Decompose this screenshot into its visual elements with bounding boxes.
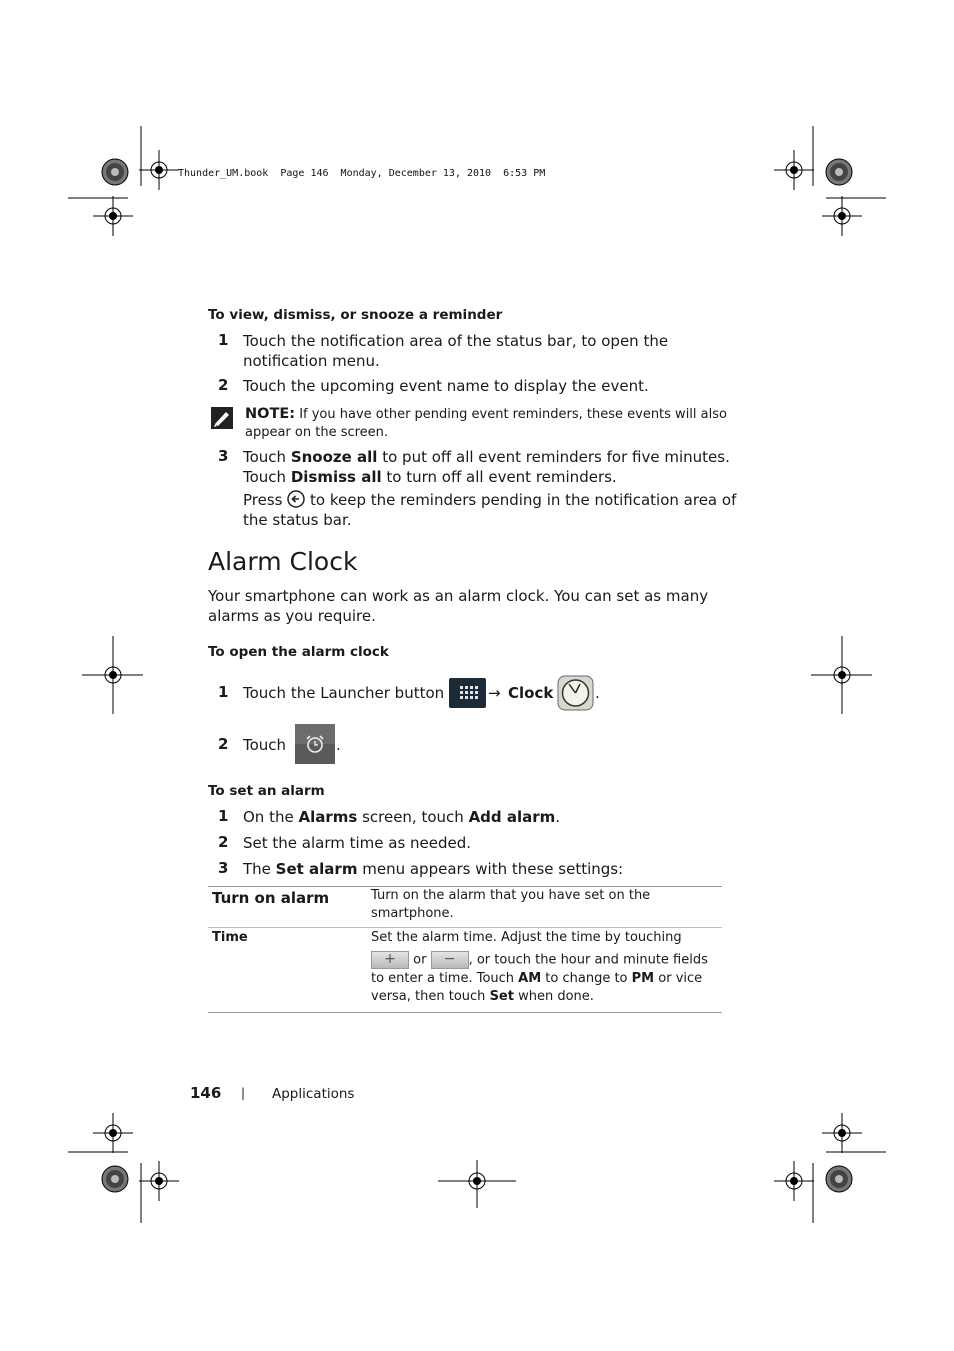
set-label: Set [489,988,514,1004]
clock-app-icon [557,675,594,711]
text: or vice [654,970,703,986]
page-heading: Alarm Clock [208,547,358,576]
registration-mark-icon [93,196,133,236]
am-label: AM [518,970,542,986]
dell-note-icon [210,406,234,430]
press-back-text [243,490,736,530]
footer-section: Applications [272,1086,355,1102]
section-title-open-alarm: To open the alarm clock [208,644,389,660]
intro-text [208,586,708,626]
step-text: Touch [243,736,287,754]
text: when done. [513,988,594,1004]
period: . [336,736,341,754]
launcher-grid-icon [449,678,486,708]
table-line: smartphone. [371,906,454,921]
plus-button-icon [371,951,409,969]
back-icon [287,490,305,508]
table-row-label: Turn on alarm [212,889,330,907]
text: to turn off all event reminders. [381,468,617,486]
step-number: 2 [218,833,229,851]
alarm-icon [295,724,335,764]
step-number: 1 [218,331,229,349]
step-text: Touch the Launcher button [243,684,445,702]
table-bottom-rule [208,1012,722,1013]
text: On the [243,808,299,826]
starburst-icon [826,1166,852,1192]
minus-symbol: − [443,951,456,967]
set-alarm-label: Set alarm [275,860,358,878]
text: , or touch the hour and minute fields [468,952,708,968]
text: to enter a time. Touch [371,970,519,986]
intro-line: alarms as you require. [208,607,376,625]
intro-line: Your smartphone can work as an alarm clock. You can set as many [208,587,709,605]
text: to change to [541,970,632,986]
note-label: NOTE: [245,406,296,422]
note-text [245,405,727,442]
table-row-label: Time [212,930,248,945]
note-line: appear on the screen. [245,425,389,440]
registration-mark-icon [139,150,179,190]
plus-symbol: + [384,951,396,967]
text: . [555,808,561,826]
pm-label: PM [631,970,655,986]
text: Touch [243,448,291,466]
text: or [413,952,427,968]
text: the status bar. [243,511,352,529]
table-row-desc [371,887,650,923]
step-number: 1 [218,807,229,825]
text: screen, touch [357,808,469,826]
section-title-reminder: To view, dismiss, or snooze a reminder [208,307,503,323]
text: versa, then touch [371,988,490,1004]
step-text [243,447,730,487]
section-title-set-alarm: To set an alarm [208,783,325,799]
text: Touch [243,468,291,486]
step-text [243,807,560,827]
add-alarm-label: Add alarm [468,808,556,826]
clock-label: Clock [508,684,554,702]
step-number: 2 [218,376,229,394]
step-number: 2 [218,735,229,753]
starburst-icon [102,159,128,185]
alarms-label: Alarms [298,808,358,826]
step-text [243,331,668,371]
step-text: Touch the upcoming event name to display the event. [243,377,649,395]
snooze-all-label: Snooze all [290,448,378,466]
step-number: 3 [218,447,229,465]
table-row-desc [371,929,708,1006]
step-text-line: notification menu. [243,352,380,370]
period: . [595,684,600,702]
registration-mark-icon [774,1161,814,1201]
table-line: Set the alarm time. Adjust the time by touching [371,930,682,945]
registration-mark-icon [139,1161,179,1201]
page-number: 146 [190,1084,222,1102]
registration-mark-icon [774,150,814,190]
starburst-icon [826,159,852,185]
registration-mark-icon [93,1113,133,1153]
starburst-icon [102,1166,128,1192]
table-line: Turn on the alarm that you have set on the [371,888,651,903]
step-text [243,859,623,879]
text: to keep the reminders pending in the notification area of [305,491,737,509]
registration-mark-icon [822,1113,862,1153]
minus-button-icon [431,951,469,969]
text: to put off all event reminders for five minutes. [377,448,730,466]
registration-mark-icon [822,196,862,236]
step-number: 1 [218,683,229,701]
text: The [243,860,276,878]
step-number: 3 [218,859,229,877]
text: menu appears with these settings: [357,860,624,878]
step-text-line: Touch the notification area of the status bar, to open the [243,332,669,350]
footer-separator: | [241,1086,246,1100]
print-header: Thunder_UM.book Page 146 Monday, December 13, 2010 6:53 PM [178,168,546,179]
arrow-symbol: → [488,684,501,702]
table-row-rule [208,927,722,928]
text: Press [243,491,288,509]
dismiss-all-label: Dismiss all [290,468,382,486]
note-line: If you have other pending event reminders, these events will also [295,407,727,422]
step-text: Set the alarm time as needed. [243,834,472,852]
